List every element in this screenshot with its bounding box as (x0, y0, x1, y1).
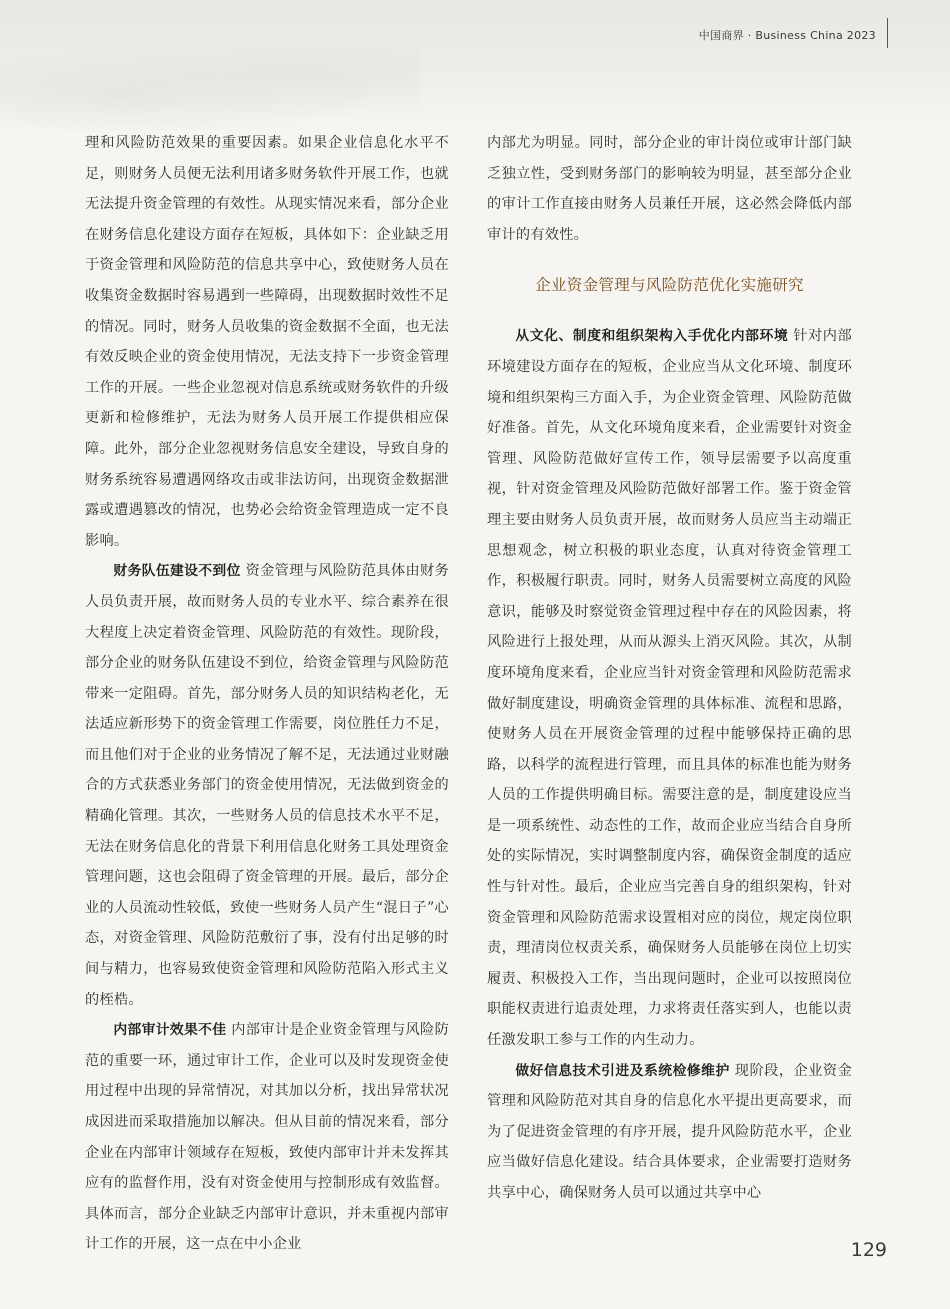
paragraph (487, 321, 852, 1055)
paragraph: 理和风险防范效果的重要因素。如果企业信息化水平不足，则财务人员便无法利用诸多财务软件开展工作，也就无法提升资金管理的有效性。从现实情况来看，部分企业在财务信息化建设方面存在短板，具体如下：企业缺乏用于资金管理和风险防范的信息共享中心，致使财务人员在收集资金数据时容易遇到一些障碍，出现数据时效性不足的情况。同时，财务人员收集的资金数据不全面，也无法有效反映企业的资金使用情况，无法支持下一步资金管理工作的开展。一些企业忽视对信息系统或财务软件的升级更新和检修维护，无法为财务人员开展工作提供相应保障。此外，部分企业忽视财务信息安全建设，导致自身的财务系统容易遭遇网络攻击或非法访问，出现资金数据泄露或遭遇篡改的情况，也势必会给资金管理造成一定不良影响。 (85, 135, 449, 549)
paragraph-body: 针对内部环境建设方面存在的短板，企业应当从文化环境、制度环境和组织架构三方面入手，为企业资金管理、风险防范做好准备。首先，从文化环境角度来看，企业需要针对资金管理、风险防范做好宣传工作，领导层需要予以高度重视，针对资金管理及风险防范做好部署工作。鉴于资金管理主要由财务人员负责开展，故而财务人员应当主动端正思想观念，树立积极的职业态度，认真对待资金管理工作，积极履行职责。同时，财务人员需要树立高度的风险意识，能够及时察觉资金管理过程中存在的风险因素，将风险进行上报处理，从而从源头上消灭风险。其次，从制度环境角度来看，企业应当针对资金管理和风险防范需求做好制度建设，明确资金管理的具体标准、流程和思路，使财务人员在开展资金管理的过程中能够保持正确的思路，以科学的流程进行管理，而且具体的标准也能为财务人员的工作提供明确目标。需要注意的是，制度建设应当是一项系统性、动态性的工作，故而企业应当结合自身所处的实际情况，实时调整制度内容，确保资金制度的适应性与针对性。最后，企业应当完善自身的组织架构，针对资金管理和风险防范需求设置相对应的岗位，规定岗位职责，理清岗位权责关系，确保财务人员能够在岗位上切实履责、积极投入工作，当出现问题时，企业可以按照岗位职能权责进行追责处理，力求将责任落实到人，也能以责任激发职工参与工作的内生动力。 (487, 328, 852, 1049)
paragraph-heading: 从文化、制度和组织架构入手优化内部环境 (515, 328, 789, 345)
paragraph-body: 现阶段，企业资金管理和风险防范对其自身的信息化水平提出更高要求，而为了促进资金管理的有序开展，提升风险防范水平，企业应当做好信息化建设。结合具体要求，企业需要打造财务共享中心，确保财务人员可以通过共享中心 (487, 1062, 853, 1201)
paragraph (85, 556, 449, 1015)
paragraph (85, 1015, 449, 1260)
paragraph-heading: 内部审计效果不佳 (113, 1022, 227, 1039)
paragraph: 内部尤为明显。同时，部分企业的审计岗位或审计部门缺乏独立性，受到财务部门的影响较为明显，甚至部分企业的审计工作直接由财务人员兼任开展，这必然会降低内部审计的有效性。 (487, 135, 852, 243)
paragraph-heading: 做好信息技术引进及系统检修维护 (515, 1062, 730, 1079)
page-number: 129 (850, 1239, 887, 1261)
header-decoration (0, 40, 420, 130)
section-title: 企业资金管理与风险防范优化实施研究 (535, 276, 804, 295)
header-rule (887, 18, 888, 48)
paragraph (487, 1056, 852, 1209)
left-column (85, 128, 449, 1260)
running-header: 中国商界 · Business China 2023 (698, 29, 876, 42)
right-column (487, 128, 852, 1209)
paragraph-body: 内部审计是企业资金管理与风险防范的重要一环，通过审计工作，企业可以及时发现资金使用过程中出现的异常情况，对其加以分析，找出异常状况成因进而采取措施加以解决。但从目前的情况来看，部分企业在内部审计领域存在短板，致使内部审计并未发挥其应有的监督作用，没有对资金使用与控制形成有效监督。具体而言，部分企业缺乏内部审计意识，并未重视内部审计工作的开展，这一点在中小企业 (85, 1022, 450, 1253)
paragraph-heading: 财务队伍建设不到位 (113, 563, 241, 580)
paragraph-body: 资金管理与风险防范具体由财务人员负责开展，故而财务人员的专业水平、综合素养在很大程度上决定着资金管理、风险防范的有效性。现阶段，部分企业的财务队伍建设不到位，给资金管理与风险防范带来一定阻碍。首先，部分财务人员的知识结构老化，无法适应新形势下的资金管理工作需要，岗位胜任力不足，而且他们对于企业的业务情况了解不足，无法通过业财融合的方式获悉业务部门的资金使用情况，无法做到资金的精确化管理。其次，一些财务人员的信息技术水平不足，无法在财务信息化的背景下利用信息化财务工具处理资金管理问题，这也会阻碍了资金管理的开展。最后，部分企业的人员流动性较低，致使一些财务人员产生“混日子”心态，对资金管理、风险防范敷衍了事，没有付出足够的时间与精力，也容易致使资金管理和风险防范陷入形式主义的桎梏。 (85, 563, 450, 1008)
